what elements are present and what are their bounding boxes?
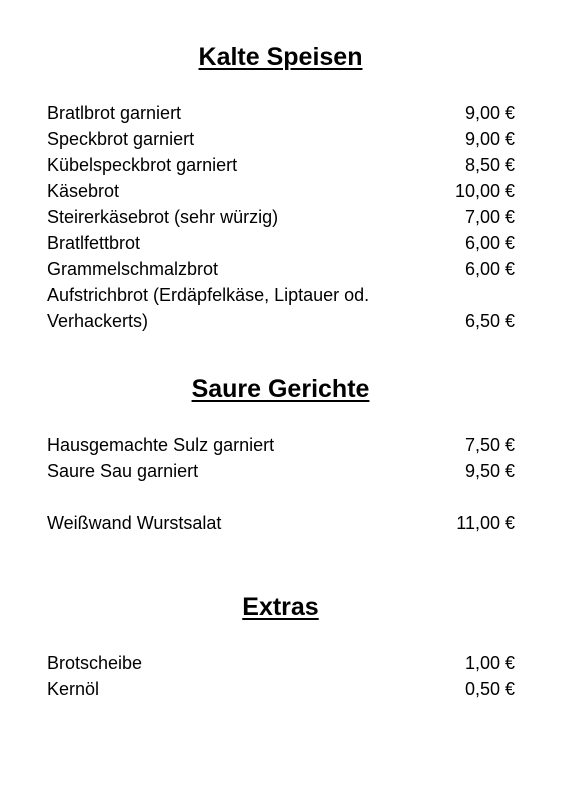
menu-item-price: 9,00 € bbox=[464, 103, 515, 123]
menu-item-price: 7,00 € bbox=[464, 207, 515, 227]
menu-item bbox=[47, 256, 515, 282]
menu-item-name: Steirerkäsebrot (sehr würzig) bbox=[47, 207, 279, 227]
menu-item bbox=[47, 510, 515, 536]
menu-item-name: Bratlbrot garniert bbox=[47, 103, 182, 123]
menu-item-name: Speckbrot garniert bbox=[47, 129, 195, 149]
section-title-kalte-speisen: Kalte Speisen bbox=[198, 43, 363, 71]
menu-item bbox=[47, 676, 515, 702]
menu-item-name: Saure Sau garniert bbox=[47, 461, 199, 481]
menu-item-price: 0,50 € bbox=[464, 679, 515, 699]
menu-item bbox=[47, 178, 515, 204]
menu-item bbox=[47, 126, 515, 152]
menu-item-line1 bbox=[47, 282, 515, 308]
menu-item bbox=[47, 152, 515, 178]
menu-item-name: Hausgemachte Sulz garniert bbox=[47, 435, 275, 455]
menu-item-name: Weißwand Wurstsalat bbox=[47, 513, 222, 533]
menu-item-name: Grammelschmalzbrot bbox=[47, 259, 219, 279]
menu-item-price: 9,50 € bbox=[464, 461, 515, 481]
menu-item bbox=[47, 650, 515, 676]
menu-item-name: Kernöl bbox=[47, 679, 100, 699]
menu-item bbox=[47, 458, 515, 484]
menu-item-price: 8,50 € bbox=[464, 155, 515, 175]
menu-item-price: 7,50 € bbox=[464, 435, 515, 455]
menu-item bbox=[47, 230, 515, 256]
menu-item-name: Bratlfettbrot bbox=[47, 233, 141, 253]
menu-item-price: 11,00 € bbox=[456, 513, 515, 533]
menu-item-price: 10,00 € bbox=[454, 181, 515, 201]
menu-item-price: 6,00 € bbox=[464, 233, 515, 253]
menu-item-price: 1,00 € bbox=[464, 653, 515, 673]
menu-item-name: Kübelspeckbrot garniert bbox=[47, 155, 238, 175]
menu-item-price: 6,00 € bbox=[464, 259, 515, 279]
menu-item bbox=[47, 432, 515, 458]
section-title-saure-gerichte: Saure Gerichte bbox=[191, 375, 370, 403]
menu-item-price: 6,50 € bbox=[464, 311, 515, 331]
menu-item-line2 bbox=[47, 308, 515, 334]
menu-item-name: Brotscheibe bbox=[47, 653, 143, 673]
menu-item-name: Aufstrichbrot (Erdäpfelkäse, Liptauer od. bbox=[47, 285, 370, 305]
menu-item bbox=[47, 100, 515, 126]
menu-item bbox=[47, 204, 515, 230]
section-title-extras: Extras bbox=[242, 593, 319, 621]
menu-item-price: 9,00 € bbox=[464, 129, 515, 149]
menu-item-name: Käsebrot bbox=[47, 181, 120, 201]
menu-item-name: Verhackerts) bbox=[47, 311, 149, 331]
